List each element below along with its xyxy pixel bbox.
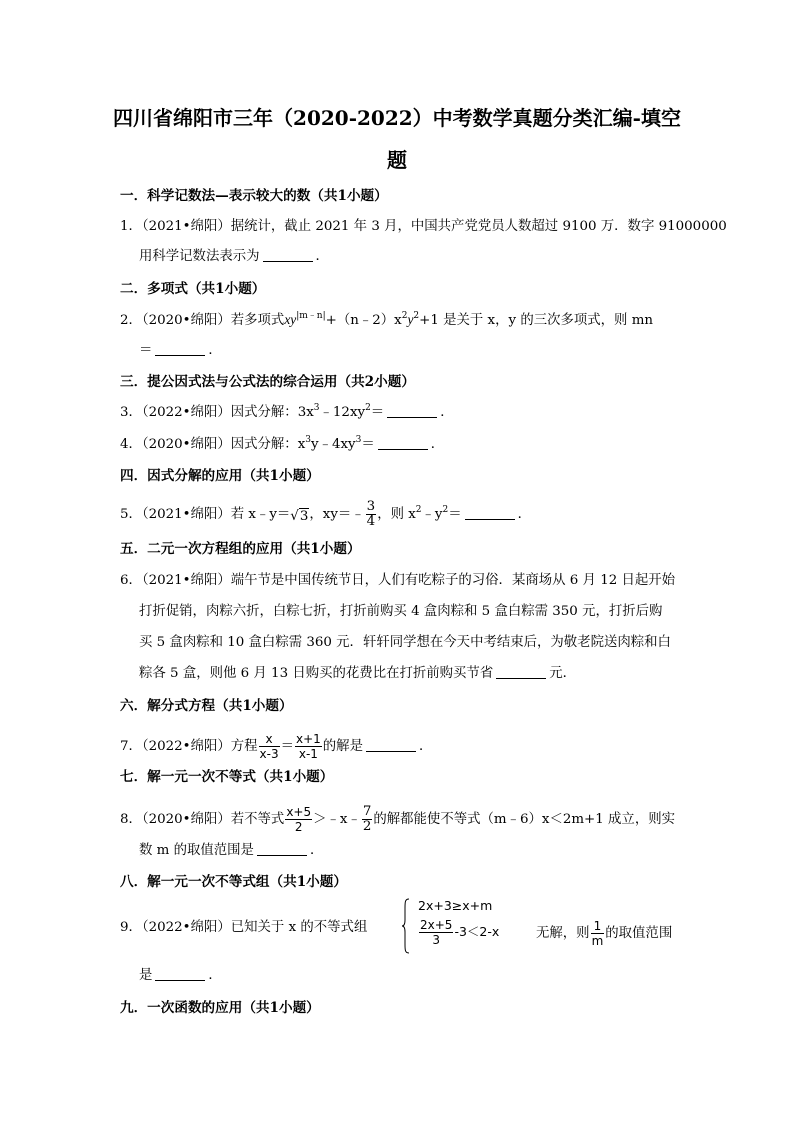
question-2-rest: +1 是关于 x，y 的三次多项式，则 mn: [419, 313, 654, 328]
q4-prefix: 4．（2020•绵阳）因式分解：x: [120, 437, 306, 452]
section-heading-9: 九．一次函数的应用（共1小题）: [120, 1000, 320, 1016]
q4-exponent-2: 3: [355, 435, 362, 445]
question-6-line-1: 6．（2021•绵阳）端午节是中国传统节日，人们有吃粽子的习俗．某商场从 6 月 12 日起开始: [120, 573, 676, 588]
answer-blank-2: [155, 343, 205, 356]
q5-middle: ，xy＝﹣: [309, 507, 365, 522]
section-heading-4: 四．因式分解的应用（共1小题）: [120, 468, 320, 484]
q8-numerator-2: 7: [362, 804, 372, 819]
question-8-line-2: [139, 842, 323, 860]
section-heading-6: 六．解分式方程（共1小题）: [120, 698, 293, 714]
question-2-line-1: [120, 311, 653, 330]
question-9-line-1: 9．（2022•绵阳）已知关于 x 的不等式组: [120, 920, 368, 935]
q9-reciprocal-fraction: [591, 919, 605, 948]
q5-rest: ，则 x: [377, 507, 416, 522]
q9-rest: 的取值范围: [605, 926, 673, 941]
q8-fraction-1: [285, 805, 312, 834]
q4-end: ．: [430, 437, 445, 452]
section-heading-3: 三．提公因式法与公式法的综合运用（共2小题）: [120, 374, 415, 390]
q5-radicand: 3: [299, 509, 309, 524]
question-6-line-4: [139, 665, 576, 683]
question-9-line-1-rest: [536, 919, 672, 948]
q5-denominator: 4: [366, 514, 376, 529]
q8-rest: 的解都能使不等式（m﹣6）x＜2m+1 成立，则实: [373, 812, 675, 827]
document-title: 四川省绵阳市三年（2020-2022）中考数学真题分类汇编-填空: [113, 106, 681, 130]
q9-text: 是: [139, 968, 153, 983]
question-2-line-2: [139, 342, 222, 360]
left-brace-icon: [402, 898, 410, 954]
q4-equals: ＝: [361, 437, 375, 452]
sqrt-symbol: √3: [290, 509, 309, 524]
q7-prefix: 7．（2022•绵阳）方程: [120, 739, 258, 754]
q2-middle: +（n﹣2）x: [325, 313, 402, 328]
q7-fraction-right: [295, 732, 322, 761]
question-6-line-2: 打折促销，肉粽六折，白粽七折，打折前购买 4 盒肉粽和 5 盒白粽需 350 元，打折后购: [139, 604, 663, 619]
q5-rest-2: ﹣y: [421, 507, 443, 522]
answer-blank-3: [387, 405, 437, 418]
q9-row2-rest: -3＜2-x: [454, 924, 500, 939]
q7-rest: 的解是: [322, 739, 363, 754]
section-heading-5: 五．二元一次方程组的应用（共1小题）: [120, 541, 361, 557]
q5-prefix: 5．（2021•绵阳）若 x﹣y＝: [120, 507, 291, 522]
q3-end: ．: [440, 405, 454, 420]
q2-exponent-3: 2: [413, 311, 420, 321]
system-row-1: 2x+3≥x+m: [418, 898, 493, 913]
q3-prefix: 3．（2022•绵阳）因式分解：3x: [120, 405, 314, 420]
question-4: [120, 436, 444, 454]
q7-end: ．: [418, 739, 433, 754]
answer-blank-1: [263, 249, 313, 262]
document-title-continued: 题: [387, 148, 407, 172]
inequality-system: [402, 896, 532, 958]
q7-denominator-1: x-3: [259, 747, 279, 761]
q3-exponent-1: 3: [313, 403, 320, 413]
q8-middle: ＞﹣x﹣: [313, 812, 361, 827]
q5-exponent-2: 2: [442, 505, 449, 515]
q7-numerator-1: x: [259, 732, 280, 747]
q6-end: 元．: [549, 666, 576, 681]
q3-equals: ＝: [370, 405, 385, 420]
section-heading-8: 八．解一元一次不等式组（共1小题）: [120, 874, 347, 890]
question-1-text: 用科学记数法表示为: [139, 249, 260, 264]
question-9-line-2: [139, 967, 222, 985]
question-2-end: ．: [208, 343, 222, 358]
answer-blank-4: [378, 437, 428, 450]
q6-text: 粽各 5 盒，则他 6 月 13 日购买的花费比在打折前购买节省: [139, 666, 494, 681]
q5-exponent-1: 2: [415, 505, 422, 515]
question-1-line-1: 1．（2021•绵阳）据统计，截止 2021 年 3 月，中国共产党党员人数超过 9100 万．数字 91000000: [120, 219, 727, 234]
q2-equals: ＝: [139, 343, 153, 358]
question-1-line-2: [139, 248, 329, 266]
answer-blank-6: [496, 666, 546, 679]
answer-blank-8: [257, 843, 307, 856]
q7-numerator-2: x+1: [296, 732, 321, 746]
question-3: [120, 404, 454, 422]
q2-term-y: y: [407, 312, 414, 327]
q8-text: 数 m 的取值范围是: [139, 843, 254, 858]
section-heading-7: 七．解一元一次不等式（共1小题）: [120, 769, 334, 785]
q8-fraction-2: [362, 805, 373, 834]
question-6-line-3: 买 5 盒肉粽和 10 盒白粽需 360 元．轩轩同学想在今天中考结束后，为敬老院送肉粽和白: [139, 635, 671, 650]
section-heading-2: 二．多项式（共1小题）: [120, 281, 266, 297]
q8-numerator-1: x+5: [286, 805, 312, 819]
q9-numerator: 2x+5: [420, 918, 453, 932]
q5-fraction: [366, 500, 377, 529]
q2-term-xy: xy: [284, 312, 297, 327]
q7-fraction-left: [259, 732, 280, 761]
q8-denominator-1: 2: [294, 820, 303, 834]
answer-blank-7: [366, 739, 416, 752]
question-5: [120, 500, 531, 529]
question-2-prefix: 2．（2020•绵阳）若多项式: [120, 313, 285, 328]
q2-exponent-2: 2: [401, 311, 408, 321]
q4-exponent-1: 3: [305, 435, 311, 445]
q8-denominator-2: 2: [362, 819, 372, 834]
q5-end: ．: [517, 507, 532, 522]
q7-denominator-2: x-1: [298, 747, 318, 761]
question-1-end: ．: [315, 249, 329, 264]
q9-middle: 无解，则: [536, 926, 590, 941]
q3-exponent-2: 2: [365, 403, 371, 413]
q2-exponent: |m﹣n|: [296, 311, 326, 321]
q8-prefix: 8．（2020•绵阳）若不等式: [120, 812, 285, 827]
q4-middle: y﹣4xy: [311, 437, 356, 452]
q9-fraction: [419, 918, 453, 947]
question-8-line-1: [120, 805, 675, 834]
q5-numerator: 3: [366, 499, 376, 514]
q9-end: ．: [208, 968, 222, 983]
question-7: [120, 732, 432, 761]
q9-fraction-denominator: m: [591, 934, 604, 948]
q5-equals: ＝: [448, 507, 462, 522]
section-heading-1: 一．科学记数法—表示较大的数（共1小题）: [120, 188, 388, 204]
q3-middle: ﹣12xy: [319, 405, 366, 420]
system-row-2: [418, 918, 499, 947]
q7-equals: ＝: [280, 739, 294, 754]
q9-fraction-numerator: 1: [591, 919, 605, 934]
q8-end: ．: [309, 843, 324, 858]
q9-denominator: 3: [432, 933, 441, 947]
answer-blank-9: [155, 968, 205, 981]
answer-blank-5: [465, 507, 515, 520]
